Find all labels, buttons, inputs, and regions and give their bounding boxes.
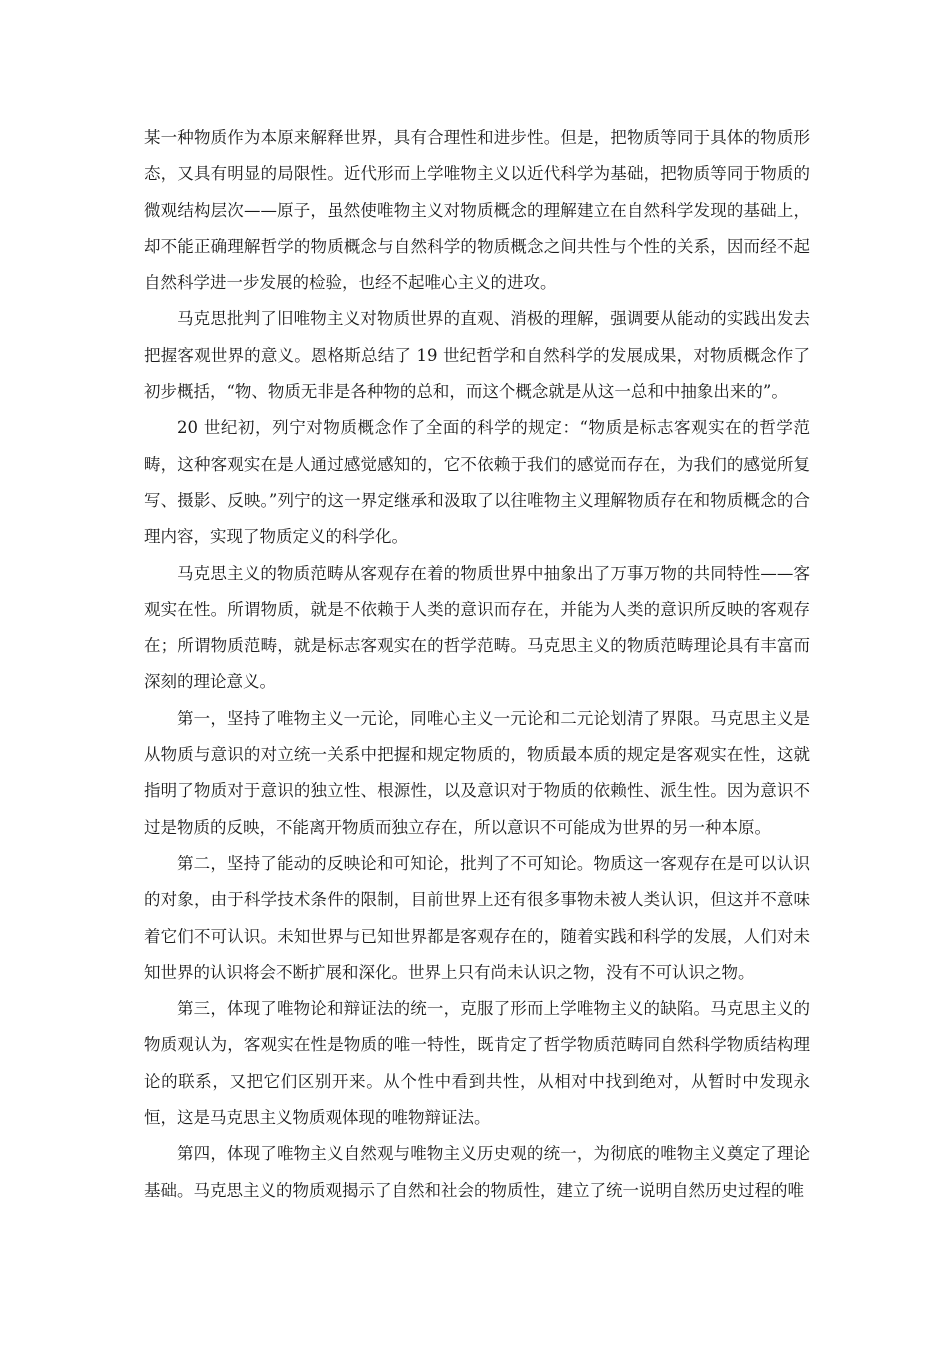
paragraph-first-point: 第一，坚持了唯物主义一元论，同唯心主义一元论和二元论划清了界限。马克思主义是从物质与意识的对立统一关系中把握和规定物质的，物质最本质的规定是客观实在性，这就指明了物质对于意识的独立性、根源性，以及意识对于物质的依赖性、派生性。因为意识不过是物质的反映，不能离开物质而独立存在，所以意识不可能成为世界的另一种本原。 [144,708,810,837]
paragraph-continuation: 某一种物质作为本原来解释世界，具有合理性和进步性。但是，把物质等同于具体的物质形态，又具有明显的局限性。近代形而上学唯物主义以近代科学为基础，把物质等同于物质的微观结构层次——原子，虽然使唯物主义对物质概念的理解建立在自然科学发现的基础上，却不能正确理解哲学的物质概念与自然科学的物质概念之间共性与个性的关系，因而经不起自然科学进一步发展的检验，也经不起唯心主义的进攻。 [144,128,810,293]
paragraph-marx-critique: 马克思批判了旧唯物主义对物质世界的直观、消极的理解，强调要从能动的实践出发去把握客观世界的意义。恩格斯总结了 19 世纪哲学和自然科学的发展成果，对物质概念作了初步概括，“物、物质无非是各种物的总和，而这个概念就是从这一总和中抽象出来的”。 [144,309,810,402]
paragraph-lenin-definition: 20 世纪初，列宁对物质概念作了全面的科学的规定：“物质是标志客观实在的哲学范畴，这种客观实在是人通过感觉感知的，它不依赖于我们的感觉而存在，为我们的感觉所复写、摄影、反映。”列宁的这一界定继承和汲取了以往唯物主义理解物质存在和物质概念的合理内容，实现了物质定义的科学化。 [144,418,810,547]
paragraph-third-point: 第三，体现了唯物论和辩证法的统一，克服了形而上学唯物主义的缺陷。马克思主义的物质观认为，客观实在性是物质的唯一特性，既肯定了哲学物质范畴同自然科学物质结构理论的联系，又把它们区别开来。从个性中看到共性，从相对中找到绝对，从暂时中发现永恒，这是马克思主义物质观体现的唯物辩证法。 [144,999,810,1128]
paragraph-second-point: 第二，坚持了能动的反映论和可知论，批判了不可知论。物质这一客观存在是可以认识的对象，由于科学技术条件的限制，目前世界上还有很多事物未被人类认识，但这并不意味着它们不可认识。未知世界与已知世界都是客观存在的，随着实践和科学的发展，人们对未知世界的认识将会不断扩展和深化。世界上只有尚未认识之物，没有不可认识之物。 [144,853,810,982]
paragraph-fourth-point: 第四，体现了唯物主义自然观与唯物主义历史观的统一，为彻底的唯物主义奠定了理论基础。马克思主义的物质观揭示了自然和社会的物质性，建立了统一说明自然历史过程的唯 [144,1144,810,1200]
body-text [144,120,810,1209]
paragraph-marxist-category: 马克思主义的物质范畴从客观存在着的物质世界中抽象出了万事万物的共同特性——客观实在性。所谓物质，就是不依赖于人类的意识而存在，并能为人类的意识所反映的客观存在；所谓物质范畴，就是标志客观实在的哲学范畴。马克思主义的物质范畴理论具有丰富而深刻的理论意义。 [144,563,810,692]
